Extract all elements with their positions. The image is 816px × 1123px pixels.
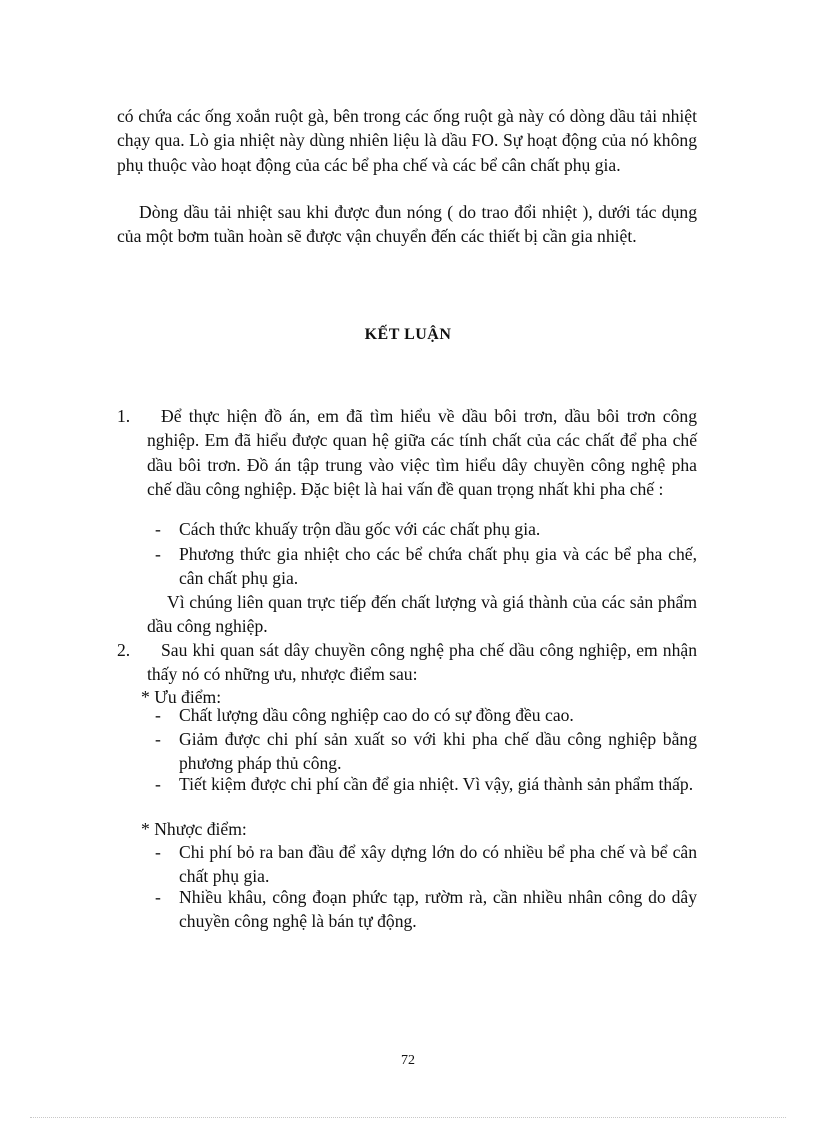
conclusion-item-2	[117, 638, 697, 687]
bullet-text: Chi phí bỏ ra ban đầu để xây dựng lớn do có nhiều bể pha chế và bể cân chất phụ gia.	[179, 842, 697, 887]
advantage-item	[155, 703, 697, 727]
bullet-item	[155, 517, 697, 541]
dash-marker: -	[155, 519, 161, 539]
item-number: 2.	[117, 640, 131, 660]
bullet-text: Phương thức gia nhiệt cho các bể chứa chất phụ gia và các bể pha chế, cân chất phụ gia.	[179, 544, 697, 589]
item-text: Sau khi quan sát dây chuyền công nghệ pha chế dầu công nghiệp, em nhận thấy nó có những ưu, nhược điểm sau:	[147, 640, 697, 685]
intro-paragraph-2: Dòng dầu tải nhiệt sau khi được đun nóng ( do trao đổi nhiệt ), dưới tác dụng của một bơm tuần hoàn sẽ được vận chuyển đến các thiết bị cần gia nhiệt.	[117, 202, 697, 247]
bullet-text: Giảm được chi phí sản xuất so với khi pha chế dầu công nghiệp bằng phương pháp thủ công.	[179, 729, 697, 774]
dash-marker: -	[155, 774, 161, 794]
disadvantage-item	[155, 885, 697, 934]
dash-marker: -	[155, 544, 161, 564]
intro-paragraph-1: có chứa các ống xoắn ruột gà, bên trong các ống ruột gà này có dòng dầu tải nhiệt chạy qua. Lò gia nhiệt này dùng nhiên liệu là dầu FO. Sự hoạt động của nó không phụ thuộc vào hoạt động của các bể pha chế và các bể cân chất phụ gia.	[117, 106, 697, 175]
bullet-text: Chất lượng dầu công nghiệp cao do có sự đồng đều cao.	[179, 705, 574, 725]
advantage-item	[155, 727, 697, 776]
bullet-text: Cách thức khuấy trộn dầu gốc với các chất phụ gia.	[179, 519, 541, 539]
advantage-item	[155, 772, 697, 796]
section-heading: KẾT LUẬN	[364, 326, 452, 343]
footer-divider	[30, 1117, 786, 1118]
advantages-label: * Ưu điểm:	[141, 687, 222, 707]
bullet-text: Tiết kiệm được chi phí cần để gia nhiệt. Vì vậy, giá thành sản phẩm thấp.	[179, 774, 694, 794]
disadvantages-label: * Nhược điểm:	[141, 819, 247, 839]
page-number: 72	[401, 1053, 415, 1068]
disadvantage-item	[155, 840, 697, 889]
dash-marker: -	[155, 887, 161, 907]
dash-marker: -	[155, 729, 161, 749]
bullet-item	[155, 542, 697, 591]
item-1-closing: Vì chúng liên quan trực tiếp đến chất lượng và giá thành của các sản phẩm dầu công nghiệp.	[147, 592, 697, 637]
dash-marker: -	[155, 705, 161, 725]
item-text: Để thực hiện đồ án, em đã tìm hiểu về dầu bôi trơn, dầu bôi trơn công nghiệp. Em đã hiểu được quan hệ giữa các tính chất của các chất để pha chế dầu bôi trơn. Đồ án tập trung vào việc tìm hiểu dây chuyền công nghệ pha chế dầu công nghiệp. Đặc biệt là hai vấn đề quan trọng nhất khi pha chế :	[147, 406, 697, 499]
item-number: 1.	[117, 406, 131, 426]
conclusion-item-1	[117, 404, 697, 501]
dash-marker: -	[155, 842, 161, 862]
bullet-text: Nhiều khâu, công đoạn phức tạp, rườm rà, cần nhiều nhân công do dây chuyền công nghệ là bán tự động.	[179, 887, 697, 932]
